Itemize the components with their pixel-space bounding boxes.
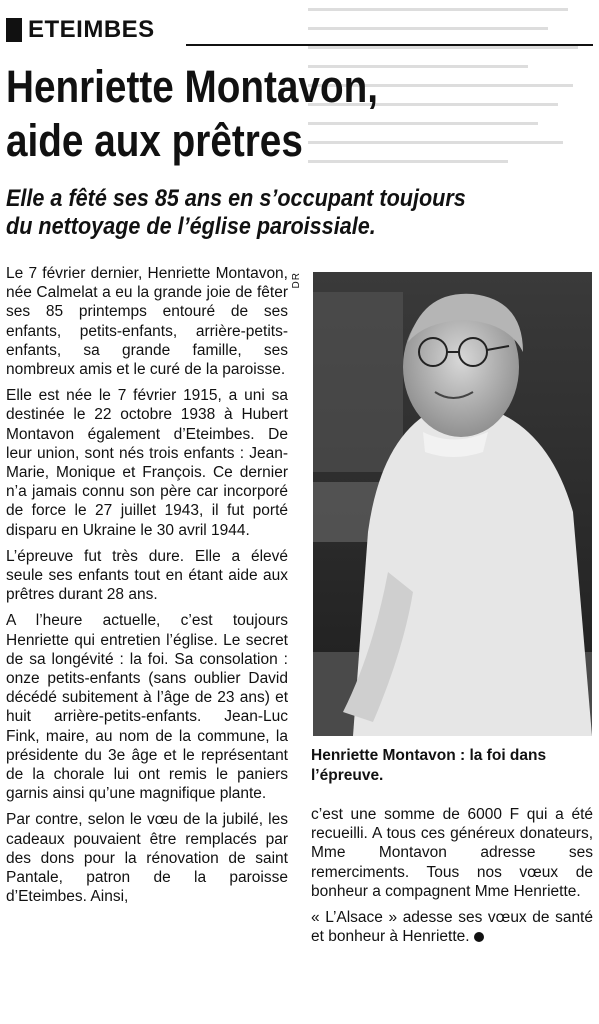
section-label: ETEIMBES	[28, 16, 155, 43]
article-column-right	[311, 805, 593, 953]
portrait-photo	[313, 272, 592, 736]
headline-line-2: aide aux prêtres	[6, 115, 303, 166]
section-header	[6, 18, 155, 42]
photo-caption: Henriette Montavon : la foi dans l’épreuve.	[311, 747, 547, 784]
paragraph-5: Par contre, selon le vœu de la jubilé, les cadeaux pouvaient être remplacés par des dons pour la rénovation de saint Pantale, patron de la paroisse d’Eteimbes. Ainsi,	[6, 811, 288, 906]
end-mark-icon	[474, 932, 484, 942]
paragraph-6: c’est une somme de 6000 F qui a été recueilli. A tous ces généreux donateurs, Mme Montavon adresse ses remerciments. Tous nos vœux de bonheur a compagnent Mme Henriette.	[311, 806, 593, 900]
subheadline-line-1: Elle a fêté ses 85 ans en s’occupant toujours	[6, 185, 466, 212]
paragraph-7-text: « L’Alsace » adesse ses vœux de santé et bonheur à Henriette.	[311, 909, 593, 946]
portrait-illustration	[313, 272, 592, 736]
paragraph-7	[311, 908, 593, 946]
headline-line-1: Henriette Montavon,	[6, 61, 378, 112]
paragraph-2: Elle est née le 7 février 1915, a uni sa destinée le 22 octobre 1938 à Hubert Montavon également d’Eteimbes. De leur union, sont nés trois enfants : Jean-Marie, Monique et François. Ce dernier n’a jamais connu son père car incorporé de force le 27 juillet 1943, il fut porté disparu en Ukraine le 30 avril 1944.	[6, 387, 288, 539]
paragraph-3: L’épreuve fut très dure. Elle a élevé seule ses enfants tout en étant aide aux prêtres durant 28 ans.	[6, 547, 288, 604]
paragraph-1: Le 7 février dernier, Henriette Montavon, née Calmelat a eu la grande joie de fêter ses 85 printemps entouré de ses enfants, petits-enfants, arrière-petits-enfants, sa grande famille, ses nombreux amis et le curé de la paroisse.	[6, 265, 288, 379]
section-rule	[186, 44, 593, 46]
subheadline	[6, 185, 510, 241]
paragraph-4: A l’heure actuelle, c’est toujours Henriette qui entretien l’église. Le secret de sa longévité : la foi. Sa consolation : onze petits-enfants (sans oublier David décédé subitement à l’âge de 23 ans) et huit arrière-petits-enfants. Jean-Luc Fink, maire, au nom de la commune, la présidente du 3e âge et le représentant de la chorale lui ont remis le paniers garnis ainsi qu’une magnifique plante.	[6, 612, 288, 803]
subheadline-line-2: du nettoyage de l’église paroissiale.	[6, 213, 376, 240]
section-marker	[6, 18, 22, 42]
photo-credit: DR	[291, 272, 302, 289]
article-column-left	[6, 264, 288, 914]
headline	[6, 60, 505, 168]
